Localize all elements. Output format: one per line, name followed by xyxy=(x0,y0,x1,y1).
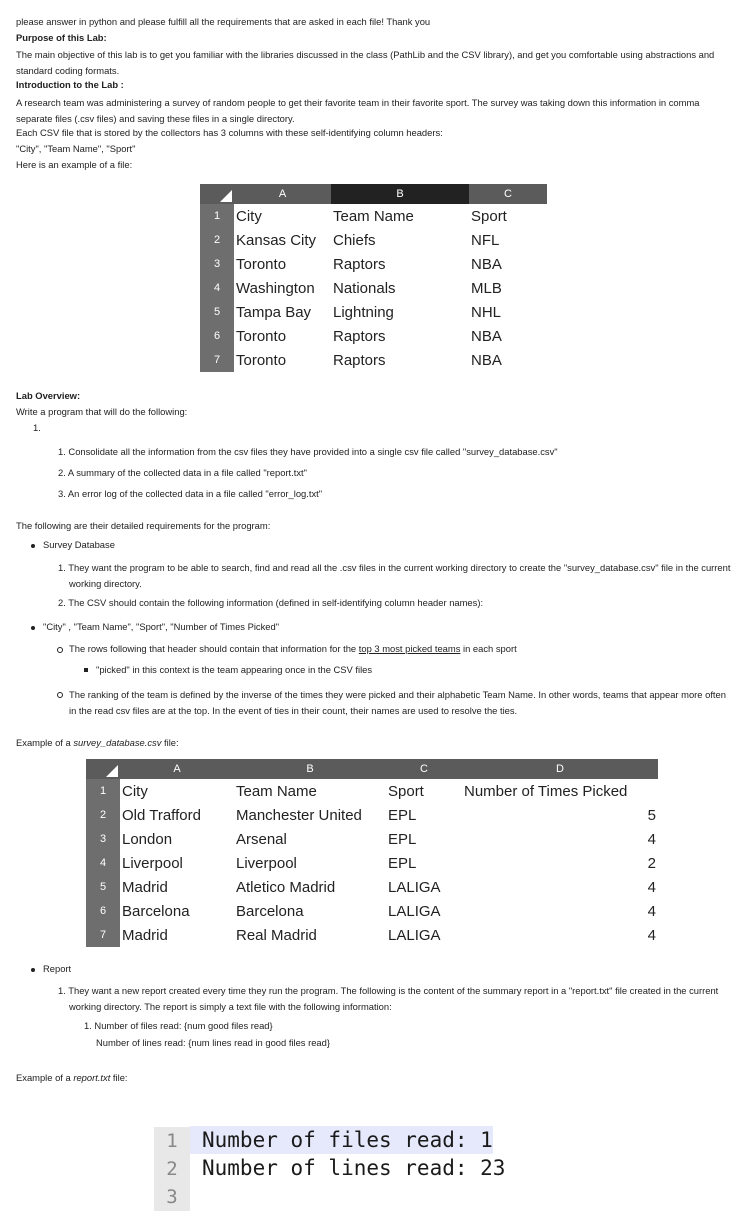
table-row xyxy=(86,851,658,875)
table-cell: EPL xyxy=(388,806,417,824)
table-row xyxy=(86,803,658,827)
intro-line: please answer in python and please fulfill all the requirements that are asked in each file! Thank you xyxy=(16,16,431,27)
table-cell: Real Madrid xyxy=(236,926,317,944)
introduction-example: Here is an example of a file: xyxy=(16,159,133,170)
label-post: file: xyxy=(161,737,179,748)
purpose-heading: Purpose of this Lab: xyxy=(16,32,107,43)
rows-requirement-pre: The rows following that header should contain that information for the xyxy=(69,643,359,654)
report-code-example xyxy=(154,1126,505,1210)
table-cell: Number of Times Picked xyxy=(464,782,628,800)
circle-bullet-icon xyxy=(57,647,63,653)
table-cell: Madrid xyxy=(122,878,168,896)
purpose-text: The main objective of this lab is to get you familiar with the libraries discussed in the class (PathLib and the CSV library), and get you comfortable using abstractions and standard coding formats. xyxy=(16,49,715,76)
example-report-label xyxy=(16,1072,128,1083)
table-cell: Madrid xyxy=(122,926,168,944)
introduction-text-2: Each CSV file that is stored by the collectors has 3 columns with these self-identifying column headers: xyxy=(16,127,443,138)
table-cell: Toronto xyxy=(236,255,287,273)
table-cell: 4 xyxy=(647,830,656,848)
table-cell: Chiefs xyxy=(333,231,376,249)
row-number: 5 xyxy=(200,300,234,324)
table-cell: Raptors xyxy=(333,255,386,273)
table-cell: Kansas City xyxy=(236,231,317,249)
square-bullet-icon xyxy=(84,668,88,672)
picked-definition: "picked" in this context is the team appearing once in the CSV files xyxy=(96,664,373,675)
table-cell: NFL xyxy=(471,231,500,249)
requirements-intro: The following are their detailed requirements for the program: xyxy=(16,520,271,531)
overview-text: Write a program that will do the following: xyxy=(16,406,188,417)
table-cell: 4 xyxy=(647,926,656,944)
table-row xyxy=(200,276,547,300)
code-text: Number of files read: 1 xyxy=(190,1126,493,1154)
overview-item-3: 3. An error log of the collected data in a file called "error_log.txt" xyxy=(58,488,323,499)
table-row xyxy=(86,899,658,923)
overview-item-1: 1. Consolidate all the information from the csv files they have provided into a single csv file called "survey_database.csv" xyxy=(58,446,558,457)
code-line xyxy=(154,1126,505,1154)
table-cell: 5 xyxy=(647,806,656,824)
row-number: 1 xyxy=(200,204,234,228)
table-cell: Liverpool xyxy=(236,854,297,872)
line-number: 3 xyxy=(154,1183,190,1211)
line-number: 1 xyxy=(154,1127,190,1155)
column-header-a: A xyxy=(120,759,234,779)
column-header-b: B xyxy=(331,184,469,204)
bullet-icon xyxy=(31,626,35,630)
table-cell: 4 xyxy=(647,878,656,896)
table-row xyxy=(200,300,547,324)
report-requirement-1: 1. They want a new report created every time they run the program. The following is the content of the summary report in a "report.txt" file created in the current working directory. The report is simply a text file with the following information: xyxy=(58,985,719,1012)
table-row xyxy=(200,348,547,372)
column-header-b: B xyxy=(234,759,386,779)
table-cell: Barcelona xyxy=(122,902,190,920)
table-cell: LALIGA xyxy=(388,878,441,896)
table-row xyxy=(200,228,547,252)
database-headers: "City" , "Team Name", "Sport", "Number of Times Picked" xyxy=(43,621,280,632)
row-number: 7 xyxy=(86,923,120,947)
table-row xyxy=(86,923,658,947)
code-line xyxy=(154,1182,505,1210)
label-file: report.txt xyxy=(73,1072,111,1083)
table-cell: Arsenal xyxy=(236,830,287,848)
select-all-corner xyxy=(86,759,120,779)
table-cell: Manchester United xyxy=(236,806,362,824)
survey-database-label: Survey Database xyxy=(43,539,115,550)
report-line-1: 1. Number of files read: {num good files read} xyxy=(84,1020,273,1031)
row-number: 6 xyxy=(200,324,234,348)
row-number: 1 xyxy=(86,779,120,803)
report-heading: Report xyxy=(43,963,72,974)
line-number: 2 xyxy=(154,1155,190,1183)
label-pre: Example of a xyxy=(16,737,74,748)
table-cell: City xyxy=(236,207,262,225)
row-number: 6 xyxy=(86,899,120,923)
column-header-a: A xyxy=(234,184,331,204)
table-cell: Washington xyxy=(236,279,315,297)
row-number: 4 xyxy=(200,276,234,300)
table-cell: Lightning xyxy=(333,303,394,321)
label-pre: Example of a xyxy=(16,1072,74,1083)
introduction-text: A research team was administering a survey of random people to get their favorite team in their favorite sport. The survey was taking down this information in comma separate files (.csv files) and saving these files in a single directory. xyxy=(16,97,700,124)
rows-requirement xyxy=(69,643,517,654)
select-all-corner xyxy=(200,184,234,204)
table-row xyxy=(200,252,547,276)
rows-requirement-post: in each sport xyxy=(460,643,517,654)
example-database-label xyxy=(16,737,179,748)
row-number: 4 xyxy=(86,851,120,875)
row-number: 3 xyxy=(200,252,234,276)
circle-bullet-icon xyxy=(57,692,63,698)
column-header-d: D xyxy=(462,759,658,779)
table-cell: EPL xyxy=(388,830,417,848)
table-cell: EPL xyxy=(388,854,417,872)
table-row xyxy=(86,779,658,803)
overview-heading: Lab Overview: xyxy=(16,390,81,401)
table-cell: Nationals xyxy=(333,279,396,297)
introduction-headers: "City", "Team Name", "Sport" xyxy=(16,143,136,154)
label-post: file: xyxy=(110,1072,128,1083)
table-cell: Sport xyxy=(471,207,507,225)
code-text: Number of lines read: 23 xyxy=(202,1156,506,1180)
column-header-c: C xyxy=(386,759,462,779)
bullet-icon xyxy=(31,968,35,972)
table-row xyxy=(86,875,658,899)
bullet-icon xyxy=(31,544,35,548)
table-row xyxy=(86,827,658,851)
row-number: 7 xyxy=(200,348,234,372)
overview-number: 1. xyxy=(33,422,41,433)
table-cell: NBA xyxy=(471,351,502,369)
report-line-2: Number of lines read: {num lines read in good files read} xyxy=(96,1037,330,1048)
top-3-link[interactable]: top 3 most picked teams xyxy=(358,643,461,654)
row-number: 2 xyxy=(200,228,234,252)
row-number: 5 xyxy=(86,875,120,899)
table-cell: Liverpool xyxy=(122,854,183,872)
table-cell: NHL xyxy=(471,303,502,321)
table-cell: MLB xyxy=(471,279,502,297)
overview-item-2: 2. A summary of the collected data in a file called "report.txt" xyxy=(58,467,307,478)
label-file: survey_database.csv xyxy=(73,737,162,748)
table-cell: Toronto xyxy=(236,327,287,345)
table-cell: Barcelona xyxy=(236,902,304,920)
column-header-c: C xyxy=(469,184,547,204)
table-cell: NBA xyxy=(471,327,502,345)
ranking-definition: The ranking of the team is defined by the inverse of the times they were picked and their alphabetic Team Name. In other words, teams that appear more often in the read csv files are at the top. In the event of ties in their count, their names are used to resolve the ties. xyxy=(69,689,726,716)
table-cell: Tampa Bay xyxy=(236,303,312,321)
table-cell: Team Name xyxy=(236,782,317,800)
table-cell: LALIGA xyxy=(388,926,441,944)
requirement-2: 2. The CSV should contain the following information (defined in self-identifying column header names): xyxy=(58,597,484,608)
table-cell: Atletico Madrid xyxy=(236,878,336,896)
table-cell: City xyxy=(122,782,148,800)
survey-database-spreadsheet xyxy=(86,759,658,947)
row-number: 2 xyxy=(86,803,120,827)
requirement-1: 1. They want the program to be able to search, find and read all the .csv files in the current working directory to create the "survey_database.csv" file in the current working directory. xyxy=(58,562,731,589)
code-line xyxy=(154,1154,505,1182)
table-cell: Toronto xyxy=(236,351,287,369)
table-cell: Sport xyxy=(388,782,424,800)
table-cell: LALIGA xyxy=(388,902,441,920)
table-cell: Old Trafford xyxy=(122,806,201,824)
table-cell: 4 xyxy=(647,902,656,920)
table-cell: 2 xyxy=(647,854,656,872)
example-spreadsheet xyxy=(200,184,547,372)
table-cell: London xyxy=(122,830,173,848)
table-cell: NBA xyxy=(471,255,502,273)
table-cell: Team Name xyxy=(333,207,414,225)
table-row xyxy=(200,204,547,228)
table-cell: Raptors xyxy=(333,327,386,345)
introduction-heading: Introduction to the Lab : xyxy=(16,79,124,90)
table-cell: Raptors xyxy=(333,351,386,369)
row-number: 3 xyxy=(86,827,120,851)
table-row xyxy=(200,324,547,348)
